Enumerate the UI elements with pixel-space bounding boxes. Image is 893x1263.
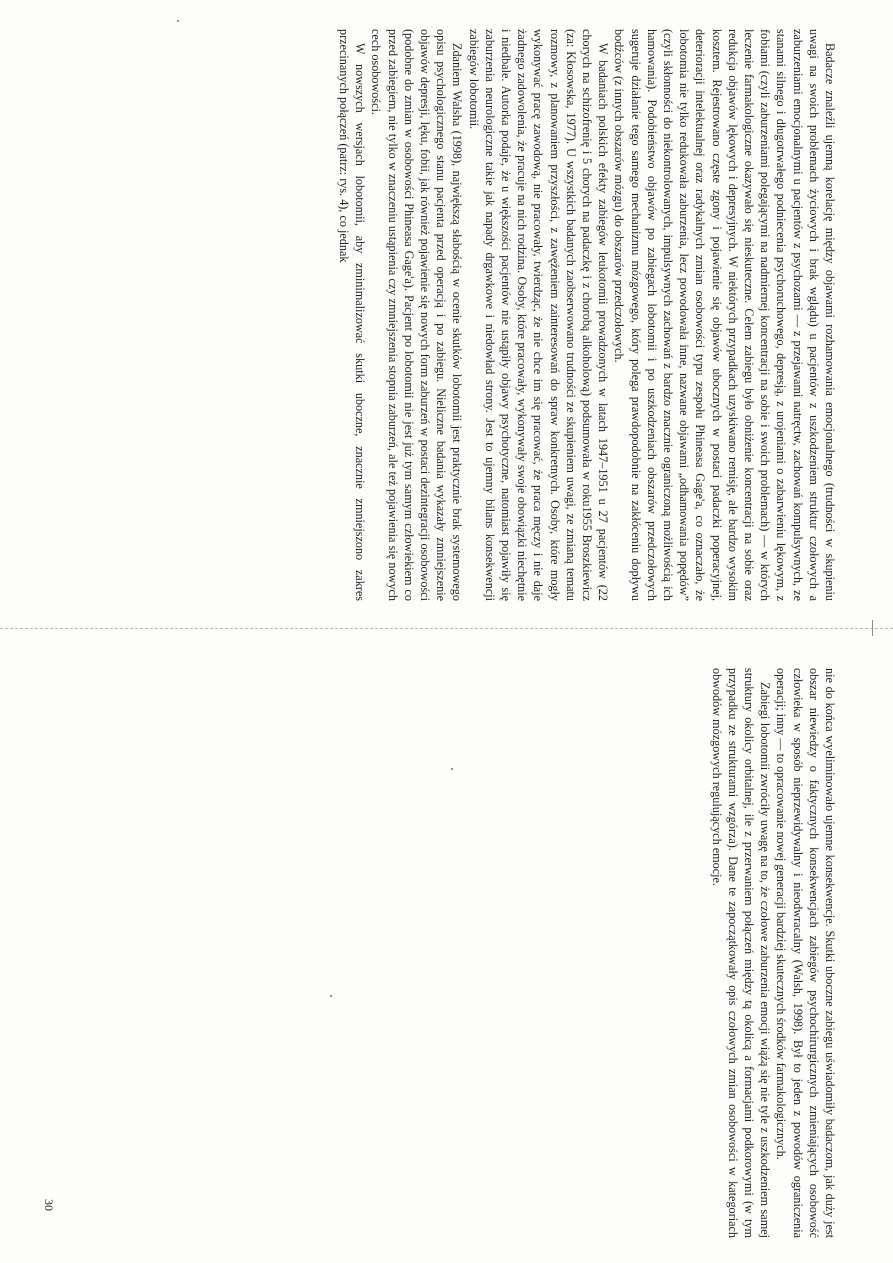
paragraph: Zabiegi lobotomii zwróciły uwagę na to, że czołowe zaburzenia emocji wiążą się nie tyle z uszkodzeniem samej struktury okolicy orbitalnej, ile z przerwaniem połączeń między tą okolicą a formacjami podkorowymi (w tym przypadku ze strukturami wzgórza). Dane te zapoczątkowały opis czołowych zmian osobowości w kategoriach obwodów mózgowych regulujących emocje. (709, 668, 773, 1238)
fold-mark (872, 620, 873, 636)
paragraph: Badacze znaleźli ujemną korelację między objawami rozhamowania emocjonalnego (trudności w skupieniu uwagi na swoich problemach życiowych i brak wglądu) u pacjentów z uszkodzeniem struktur czołowych a zaburzeniami emocjonalnymi u pacjentów z psychozami — z przejawami natręctw, zachowań kompulsywnych, ze stanami silnego i długotrwałego podniecenia psychoruchowego, depresją, z urojeniami o zabarwieniu lękowym, z fobiami (czyli zaburzeniami polegającymi na nadmiernej koncentracji na sobie i swoich problemach) — w których leczenie farmakologiczne okazywało się nieskuteczne. Celem zabiegu było obniżenie koncentracji na sobie oraz redukcja objawów lękowych i depresyjnych. W niektórych przypadkach uzyskiwano remisję, ale bardzo wysokim kosztem. Rejestrowano częste zgony i pojawienie się objawów ubocznych w postaci padaczki poperacyjnej, deterioracji intelektualnej oraz radykalnych zmian osobowości typu zespołu Phineasa Gage'a, co oznaczało, że lobotomia nie tylko redukowała zaburzenia, lecz powodowała inne, nazwane objawami „odhamowania popędów” (czyli skłonności do niekontrolowanych, impulsywnych zachowań z bardzo znacznie ograniczoną możliwością ich hamowania). Podobieństwo objawów po zabiegach lobotomii i po uszkodzeniach obszarów przedczołowych sugeruje działanie tego samego mechanizmu mózgowego, który polega prawdopodobnie na zakłóceniu dopływu bodźców (z innych obszarów mózgu) do obszarów przedczołowych. (612, 29, 837, 601)
paragraph: W badaniach polskich efekty zabiegów leukotomii prowadzonych w latach 1947–1951 u 27 pacjentów (22 chorych na schizofrenię i 5 chorych na padaczkę i z chorobą alkoholową) podsumowała w roku1955 Broszkiewicz (za: Kłosowska, 1977). U wszystkich badanych zaobserwowano trudności ze skupieniem uwagi, ze zmianą tematu rozmowy, z planowaniem przyszłości, z zawężeniem zainteresowań do spraw konkretnych. Osoby, które mogły wykonywać pracę zawodową, nie pracowały, twierdząc, że nie chce im się pracować, że praca męczy i nie daje żadnego zadowolenia, że pracuje na nich rodzina. Osoby, które pracowały, wykonywały swoje obowiązki niechętnie i niedbale. Autorka podaje, że u większości pacjentów nie ustąpiły objawy psychotyczne, natomiast pojawiły się zaburzenia neurologiczne takie jak napady drgawkowe i niedowład strony. Jest to ujemny bilans konsekwencji zabiegów lobotomii. (466, 29, 611, 601)
left-text-column (336, 29, 838, 601)
scan-speck (330, 995, 332, 997)
page-fold-line (0, 628, 893, 629)
right-text-column (708, 668, 838, 1238)
scan-speck (177, 20, 179, 22)
paragraph: nie do końca wyeliminowało ujemne konsekwencje. Skutki uboczne zabiegu uświadomiły badaczom, jak duży jest obszar niewiedzy o faktycznych konsekwencjach zabiegów psychochirurgicznych zmieniających osobowość człowieka w sposób nieprzewidywalny i nieodwracalny (Walsh, 1998). Był to jeden z powodów ograniczenia operacji; inny — to opracowanie nowej generacji bardziej skutecznych środków farmakologicznych. (774, 668, 837, 1238)
paragraph: Zdaniem Walsha (1998), największą słabością w ocenie skutków lobotomii jest praktycznie brak systemowego opisu psychologicznego stanu pacjenta przed operacją i po zabiegu. Nieliczne badania wykazały zmniejszenie objawów depresji, lęku, fobii, jak również pojawienie się nowych form zaburzeń w postaci dezintegracji osobowości (podobne do zmian w osobowości Phineasa Gage'a). Pacjent po lobotomii nie jest już tym samym człowiekiem co przed zabiegiem, nie tylko w znaczeniu ustąpienia czy zmniejszenia stopnia zaburzeń, ale też pojawienia się nowych cech osobowości. (369, 29, 465, 601)
scan-speck (451, 768, 453, 770)
page-number: 30 (42, 1199, 56, 1211)
paragraph: W nowszych wersjach lobotomii, aby zminimalizować skutki uboczne, znacznie zmniejszono zakres przecinanych połączeń (patrz: rys. 4), co jednak (336, 29, 368, 601)
